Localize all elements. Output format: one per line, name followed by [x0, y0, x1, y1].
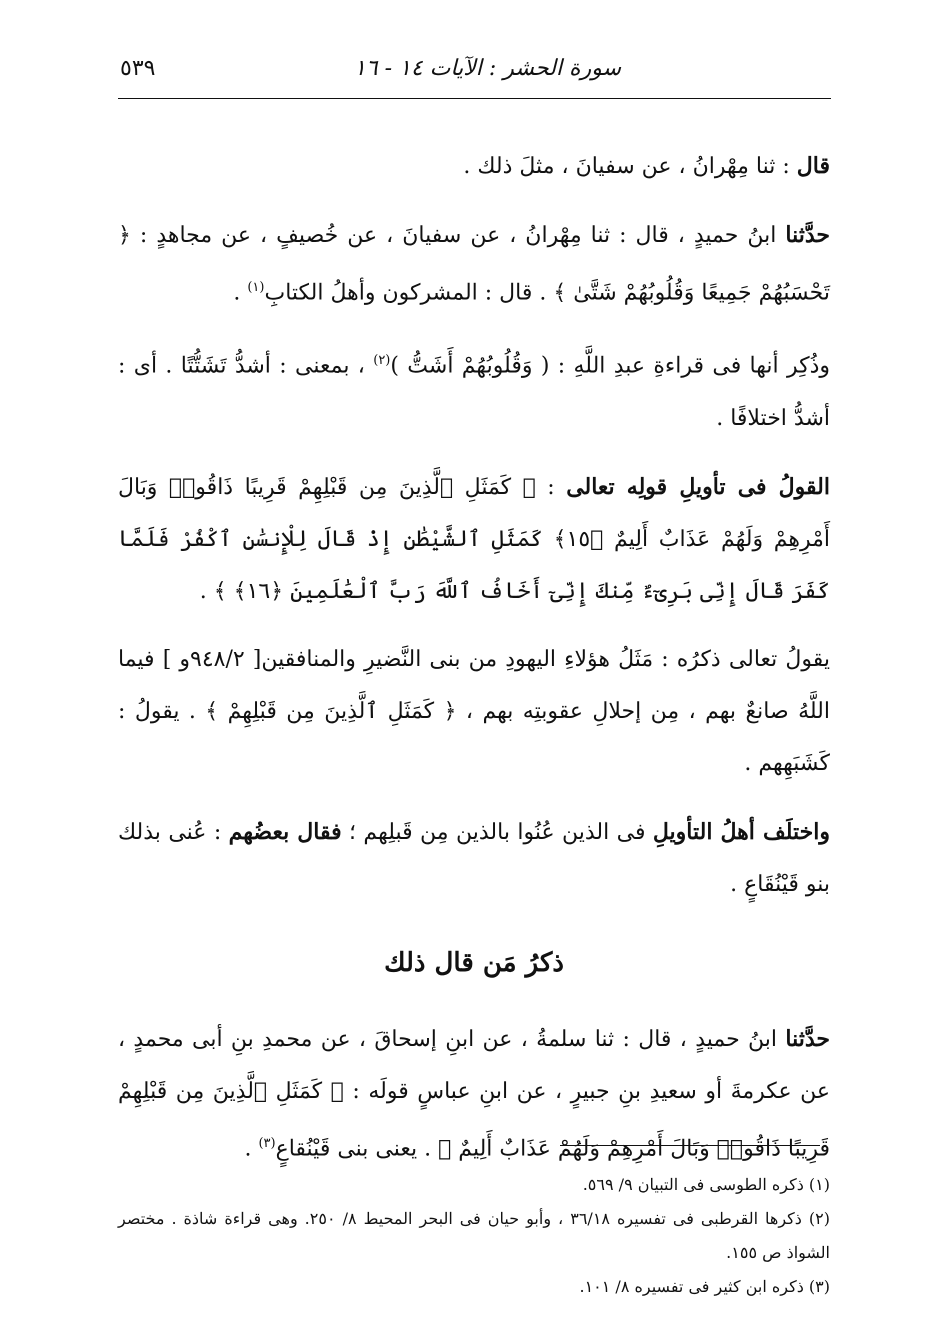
paragraph-text: يقولُ تعالى ذكرُه : مَثَلُ هؤلاءِ اليهودِ من بنى النَّضيرِ والمنافقين: [261, 646, 830, 672]
quran-quote: ﴿ كَمَثَلِ ٱلَّذِينَ مِن قَبْلِهِمْ قَرِيبًا ذَاقُوا۟ وَبَالَ أَمْرِهِمْ وَلَهُمْ عَذَابٌ أَلِيمٌ ﴾: [118, 1078, 830, 1161]
paragraph-text: ، بمعنى : أشدُّ تَشَتُّتًا . أى : أشدُّ اختلافًا .: [118, 353, 830, 431]
section-lead: فقال بعضُهم: [228, 818, 342, 845]
footnote-3: (٣) ذكره ابن كثير فى تفسيره ٨/ ١٠١.: [579, 1277, 830, 1296]
paragraph-text: فى الذين عُنُوا بالذين مِن قَبلِهم ؛: [341, 819, 653, 845]
paragraph-text: .: [244, 1135, 259, 1161]
paragraph-4: [118, 461, 830, 618]
paragraph-text: ابنُ حميدٍ ، قال : ثنا سلمةُ ، عن ابنِ إسحاقَ ، عن محمدِ بنِ أبى محمدٍ ، عن عكرمةَ أو سعيدِ بنِ جبيرٍ ، عن ابنِ عباسٍ قولَه :: [118, 1026, 830, 1104]
manuscript-reference: [ ٩٤٨/٢و ]: [162, 646, 262, 672]
narrator-keyword: قال: [796, 153, 830, 179]
page-number: ٥٣٩: [120, 56, 156, 81]
paragraph-text: : عُنى بذلك بنو قَيْنُقَاعٍ .: [118, 819, 830, 897]
footnote-marker: (٣): [258, 1135, 276, 1151]
section-lead: واختلَف أهلُ التأويلِ: [652, 818, 830, 845]
paragraph-1: [118, 140, 830, 193]
paragraph-text: وذُكِر أنها فى قراءةِ عبدِ اللَّهِ : ( وَقُلُوبُهُمْ أَشَتُّ ): [390, 353, 831, 379]
running-header: [120, 56, 821, 96]
header-rule: [118, 98, 831, 99]
paragraph-text: .: [233, 280, 248, 306]
footnotes: [118, 1168, 830, 1304]
paragraph-text: .: [199, 578, 214, 604]
paragraph-text: . قال : المشركون وأهلُ الكتابِ: [264, 280, 554, 306]
paragraph-text: ابنُ حميدٍ ، قال : ثنا مِهْرانُ ، عن سفيانَ ، عن خُصيفٍ ، عن مجاهدٍ :: [130, 223, 786, 248]
footnote-2: (٢) ذكرها القرطبى فى تفسيره ٣٦/١٨ ، وأبو حيان فى البحر المحيط ٨/ ٢٥٠. وهى قراءة شاذة . مختصر الشواذ ص ١٥٥.: [118, 1209, 831, 1262]
narrator-keyword: حدَّثنا: [785, 222, 830, 248]
paragraph-text: فيما اللَّهُ صانعٌ بهم ، مِن إحلالِ عقوبتِه بهم ،: [118, 646, 830, 724]
section-lead: القولُ فى تأويلِ قولِه تعالى: [566, 473, 830, 500]
paragraph-7: [118, 1013, 830, 1175]
quran-quote: ﴿ تَحْسَبُهُمْ جَمِيعًا وَقُلُوبُهُمْ شَتَّىٰ ﴾: [118, 223, 830, 306]
paragraph-text: :: [535, 474, 567, 500]
paragraph-text: . يعنى بنى قَيْنُقاعٍ: [275, 1135, 439, 1161]
footnote-1: (١) ذكره الطوسى فى التبيان ٩/ ٥٦٩.: [582, 1175, 830, 1194]
paragraph-3: [118, 335, 830, 444]
quran-quote: ﴿ كَمَثَلِ ٱلَّذِينَ مِن قَبْلِهِمْ قَرِيبًا ذَاقُوا۟ وَبَالَ أَمْرِهِمْ وَلَهُمْ عَذَابٌ أَلِيمٌ ﴿١٥﴾ كَمَثَلِ ٱلشَّيْطَٰنِ إِذْ قَالَ لِلْإِنسَٰنِ ٱكْفُرْ فَلَمَّا كَفَرَ قَالَ إِنِّى بَرِىٓءٌ مِّنكَ إِنِّىٓ أَخَافُ ٱللَّهَ رَبَّ ٱلْعَٰلَمِينَ ﴿١٦﴾ ﴾: [118, 474, 831, 604]
quran-quote: ﴿ كَمَثَلِ ٱلَّذِينَ مِن قَبْلِهِمْ ﴾: [205, 698, 457, 724]
footnote-marker: (٢): [373, 353, 391, 369]
main-text: [118, 140, 830, 1191]
narrator-keyword: حدَّثنا: [785, 1025, 830, 1052]
paragraph-6: [118, 806, 830, 911]
paragraph-text: : ثنا مِهْرانُ ، عن سفيانَ ، مثلَ ذلك .: [463, 154, 797, 179]
paragraph-text: . يقولُ : كَشَبَهِهم .: [118, 698, 830, 776]
footnote-marker: (١): [247, 280, 265, 295]
footnote-rule: [560, 1145, 820, 1146]
running-title: سورة الحشر : الآيات ١٤ - ١٦: [353, 56, 621, 81]
section-heading: ذكرُ مَن قال ذلك: [384, 947, 564, 978]
paragraph-5: [118, 634, 830, 790]
paragraph-2: [118, 209, 830, 319]
